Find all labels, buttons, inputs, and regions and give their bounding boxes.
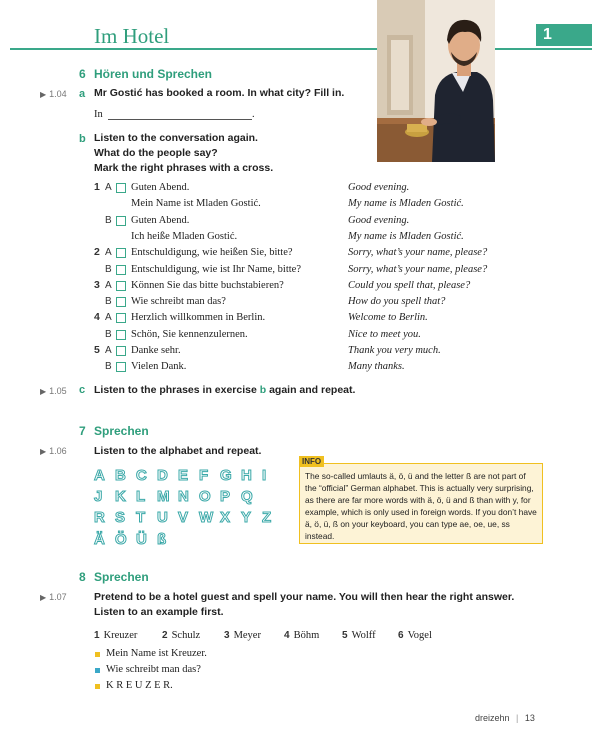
alphabet-letter: Y [241,509,252,526]
phrase-row-option: B [105,296,112,308]
alphabet-letter: H [241,467,252,484]
name-number: 5 [342,630,348,641]
phrase-english: Could you spell that, please? [348,279,471,291]
alphabet-letter: R [94,509,105,526]
bullet-marker [95,652,100,657]
phrase-row-option: B [105,263,112,275]
alphabet-letter: G [220,467,232,484]
play-icon: ▶ [40,90,47,99]
alphabet-letter: A [94,467,105,484]
alphabet-letter: B [115,467,126,484]
alphabet-letter: J [94,488,103,505]
alphabet-row [94,488,262,506]
phrase-german: Entschuldigung, wie heißen Sie, bitte? [131,247,293,259]
footer-separator: | [516,713,519,723]
section-8-number: 8 [79,570,86,584]
alphabet-letter: X [220,509,231,526]
name-value: Meyer [233,630,261,641]
fill-in-suffix: . [252,109,255,120]
audio-track-1-07[interactable]: ▶ 1.07 [40,592,67,602]
fill-in-prefix: In [94,109,103,120]
info-tag: INFO [299,456,324,467]
phrase-row-number: 1 [94,181,100,193]
exercise-8-instruction-2: Listen to an example first. [94,606,224,618]
phrase-german: Vielen Dank. [131,361,187,373]
phrase-row-option: A [105,182,112,193]
play-icon: ▶ [40,593,47,602]
alphabet-letter: D [157,467,168,484]
phrase-checkbox[interactable] [116,313,126,323]
phrase-row-option: B [105,361,112,373]
alphabet-letter: I [262,467,267,484]
phrase-checkbox[interactable] [116,216,126,226]
phrase-row-option: B [105,328,112,340]
phrase-german: Mein Name ist Mladen Gostić. [131,198,261,210]
chapter-number-badge: 1 [536,24,592,46]
alphabet-letter: Ü [136,531,147,548]
alphabet-letter: W [199,509,214,526]
phrase-german: Ich heiße Mladen Gostić. [131,230,238,242]
phrase-german: Entschuldigung, wie ist Ihr Name, bitte? [131,263,302,275]
page-title: Im Hotel [94,24,170,48]
phrase-english: Good evening. [348,182,410,193]
exercise-6b-instruction-1: Listen to the conversation again. [94,132,258,144]
phrase-english: Sorry, what’s your name, please? [348,247,488,259]
phrase-row-number: 2 [94,246,100,259]
page-word: dreizehn [475,713,510,723]
alphabet-letter: Ö [115,531,127,548]
example-line: K R E U Z E R. [106,680,173,691]
exercise-6a-instruction: Mr Gostić has booked a room. In what city? Fill in. [94,87,345,99]
phrase-english: My name is Mladen Gostić. [348,230,464,242]
section-8-title: Sprechen [94,570,149,584]
phrase-checkbox[interactable] [116,281,126,291]
page-footer [475,713,535,723]
alphabet-letter: S [115,509,126,526]
name-value: Wolff [351,630,376,641]
play-icon: ▶ [40,447,47,456]
page-number: 13 [524,713,535,723]
alphabet-letter: T [136,509,146,526]
title-divider [10,48,592,50]
phrase-checkbox[interactable] [116,248,126,258]
section-7-title: Sprechen [94,424,149,438]
alphabet-letter: K [115,488,126,505]
alphabet-letter: N [178,488,189,505]
play-icon: ▶ [40,387,47,396]
name-item [284,625,319,643]
exercise-6b-letter: b [79,133,86,145]
alphabet-row [94,509,283,527]
phrase-german: Herzlich willkommen in Berlin. [131,312,266,324]
phrase-english: Many thanks. [348,361,405,373]
audio-track-1-05[interactable]: ▶ 1.05 [40,386,67,396]
alphabet-letter: U [157,509,168,526]
example-line: Wie schreibt man das? [106,664,201,675]
phrase-row-option: A [105,247,112,259]
name-number: 4 [284,630,290,641]
alphabet-letter: Z [262,509,272,526]
exercise-6c-instruction: Listen to the phrases in exercise b again and repeat. [94,384,356,396]
phrase-english: Thank you very much. [348,345,441,356]
bullet-marker [95,684,100,689]
phrase-row-number: 3 [94,278,100,291]
alphabet-letter: V [178,509,189,526]
name-number: 3 [224,630,230,641]
alphabet-letter: Ä [94,531,105,548]
phrase-german: Wie schreibt man das? [131,296,226,308]
phrase-checkbox[interactable] [116,362,126,372]
alphabet-letter: ß [157,531,167,548]
city-fill-in-blank[interactable] [108,119,252,120]
section-6-number: 6 [79,67,86,81]
phrase-english: My name is Mladen Gostić. [348,198,464,210]
phrase-checkbox[interactable] [116,330,126,340]
phrase-german: Können Sie das bitte buchstabieren? [131,279,284,291]
alphabet-letter: L [136,488,146,505]
phrase-row-number: 4 [94,311,100,324]
section-6-title: Hören und Sprechen [94,67,213,81]
section-7-number: 7 [79,424,86,438]
info-text: The so-called umlauts ä, ö, ü and the letter ß are not part of the “official” German alphabet. This is actually very surprising, as there are far more words with ä, ö, ü and ß than with y, for example, which is only used in foreign words. If you don’t have ä, ö, ü, ß on your keyboard, you can type ae, oe, ue, ss instead. [305,471,537,541]
phrase-row-option: A [105,279,112,291]
name-item [162,625,200,643]
phrase-german: Guten Abend. [131,182,190,193]
name-value: Böhm [293,630,320,641]
alphabet-row [94,531,178,549]
alphabet-letter: O [199,488,211,505]
phrase-row-option: A [105,345,112,356]
name-value: Schulz [171,630,201,641]
phrase-row-number: 5 [94,344,100,356]
alphabet-letter: F [199,467,209,484]
phrase-english: Welcome to Berlin. [348,312,428,324]
phrase-checkbox[interactable] [116,183,126,193]
phrase-row-option: A [105,312,112,324]
name-item [398,625,432,643]
name-value: Vogel [407,630,432,641]
exercise-8-instruction-1: Pretend to be a hotel guest and spell your name. You will then hear the right answer. [94,591,515,603]
phrase-german: Schön, Sie kennenzulernen. [131,328,248,340]
exercise-6c-letter: c [79,384,86,396]
name-item [224,625,261,643]
name-item [342,625,376,643]
phrase-german: Danke sehr. [131,345,181,356]
alphabet-letter: P [220,488,231,505]
alphabet-letter: C [136,467,147,484]
exercise-7-instruction: Listen to the alphabet and repeat. [94,445,262,457]
exercise-6b-instruction-2: What do the people say? [94,147,218,159]
name-number: 1 [94,630,100,641]
alphabet-letter: Q [241,488,253,505]
example-line: Mein Name ist Kreuzer. [106,648,207,659]
name-item [94,625,137,643]
phrase-english: Nice to meet you. [348,328,421,340]
phrase-english: How do you spell that? [348,296,446,308]
name-number: 6 [398,630,404,641]
phrase-checkbox[interactable] [116,297,126,307]
phrase-english: Good evening. [348,214,410,226]
audio-track-1-04[interactable]: ▶ 1.04 [40,89,67,99]
phrase-english: Sorry, what’s your name, please? [348,263,488,275]
name-number: 2 [162,630,168,641]
phrase-checkbox[interactable] [116,265,126,275]
hotel-guest-photo [377,0,495,162]
bullet-marker [95,668,100,673]
phrase-checkbox[interactable] [116,346,126,356]
name-value: Kreuzer [103,630,138,641]
phrase-row-option: B [105,214,112,226]
alphabet-letter: M [157,488,170,505]
exercise-6b-instruction-3: Mark the right phrases with a cross. [94,162,274,174]
exercise-6a-letter: a [79,88,86,100]
alphabet-row [94,467,283,485]
audio-track-1-06[interactable]: ▶ 1.06 [40,446,67,456]
phrase-german: Guten Abend. [131,214,190,226]
alphabet-letter: E [178,467,189,484]
